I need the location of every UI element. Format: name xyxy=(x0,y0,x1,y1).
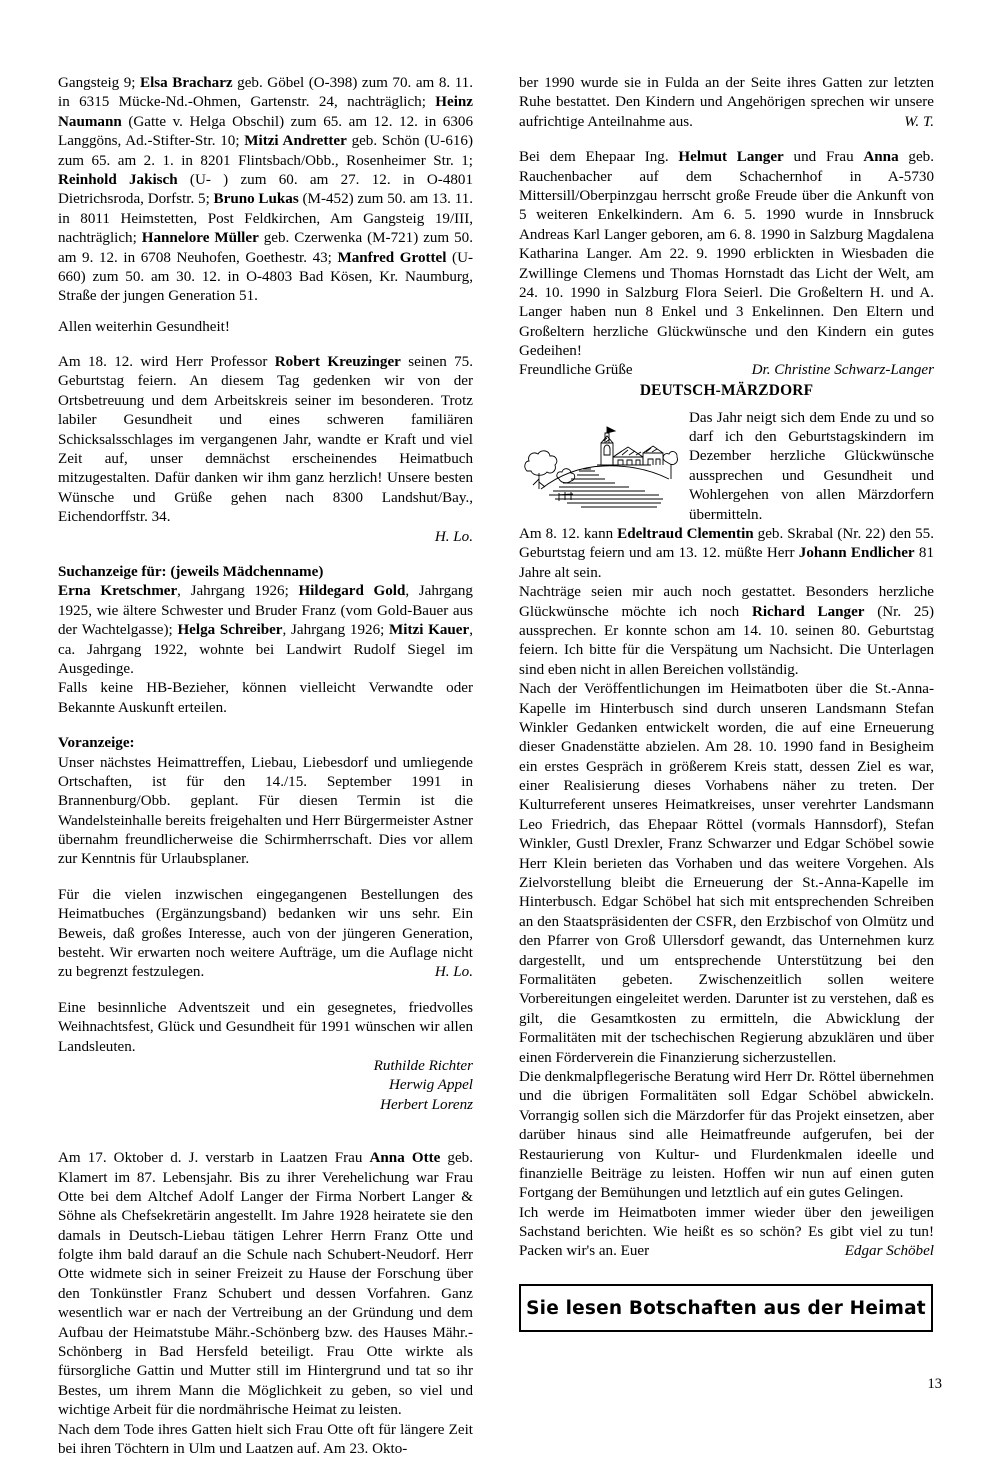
heimat-banner xyxy=(519,1284,933,1332)
langer-family-paragraph: Bei dem Ehepaar Ing. Helmut Langer und Frau Anna geb. Rauchenbacher auf dem Schachernhof in A-5730 Mittersill/Oberpinzgau herrscht große Freude über die Ankunft von 5 weiteren Enkelkindern. Am 6. 5. 1990 wurde in Innsbruck Andreas Karl Langer geboren, am 6. 8. 1990 in Salzburg Magdalena Katharina Langer. Am 22. 9. 1990 erblickten in Wiesbaden die Zwillinge Clemens und Thomas Hornstadt das Licht der Welt, am 24. 10. 1990 in Salzburg Flora Seierl. Die Großeltern H. und A. Langer haben nun 8 Enkel und 3 Enkelinnen. Den Eltern und Großeltern herzliche Glückwünsche und den Kindern ein gutes Gedeihen! xyxy=(519,149,934,360)
advent-signature-2: Herwig Appel xyxy=(389,1077,473,1094)
obituary-signature: W. T. xyxy=(904,113,934,130)
voranzeige-body: Unser nächstes Heimattreffen, Liebau, Liebesdorf und umliegende Ortschaften, ist für den 14./15. September 1991 in Brannenburg/Obb. geplant. Für diesen Termin ist die Wandelsteinhalle bereits freigehalten und Herr Bürgermeister Astner übernahm freundlicherweise die Schirmherrschaft. Dies vor allem zur Kenntnis für Urlaubsplaner. xyxy=(58,754,473,868)
suchanzeige-heading: Suchanzeige für: (jeweils Mädchenname) xyxy=(58,563,324,580)
bestellungen-signature: H. Lo. xyxy=(434,964,473,981)
langer-greeting-line: Freundliche Grüße Dr. Christine Schwarz-Langer xyxy=(519,361,934,380)
suchanzeige-body: Erna Kretschmer, Jahrgang 1926; Hildegard Gold, Jahrgang 1925, wie ältere Schwester und Bruder Franz (vom Gold-Bauer aus der Wachtelgasse); Helga Schreiber, Jahrgang 1926; Mitzi Kauer, ca. Jahrgang 1922, wohnte bei Landwirt Rudolf Siegel im Ausgedinge. xyxy=(58,583,473,677)
maerzdorf-langer-note: Nachträge seien mir auch noch gestattet. Besonders herzliche Glückwünsche möchte ich noch Richard Langer (Nr. 25) aussprechen. Er konnte schon am 14. 10. seinen 80. Geburtstag feiern. Ich bitte für die Verspätung um Nachsicht. Die Unterlagen sind eben nicht in allen Bereichen vollständig. xyxy=(519,584,935,678)
maerzdorf-signature: Edgar Schöbel xyxy=(844,1243,934,1260)
maerzdorf-birthdays: Am 8. 12. kann Edeltraud Clementin geb. Skrabal (Nr. 22) den 55. Geburtstag feiern und am 13. 12. müßte Herr Johann Endlicher 81 Jahre alt sein. xyxy=(519,526,935,581)
kreuzinger-paragraph xyxy=(58,353,473,528)
maerzdorf-intro: Das Jahr neigt sich dem Ende zu und so darf ich den Geburtstagskindern im Dezember herzliche Glückwünsche aussprechen und Gesundheit und Wohlergehen von allen Märzdorfern übermitteln. xyxy=(689,409,934,523)
heimat-banner-text: Sie lesen Botschaften aus der Heimat xyxy=(526,1297,926,1319)
advent-signature-3: Herbert Lorenz xyxy=(380,1096,473,1113)
birthday-list-paragraph: Gangsteig 9; Elsa Bracharz geb. Göbel (O-398) zum 70. am 8. 11. in 6315 Mücke-Nd.-Ohmen, Gartenstr. 24, nachträglich; Heinz Naumann (Gatte v. Helga Obschil) zum 65. am 12. 12. in 6306 Langgöns, Ad.-Stifter-Str. 10; Mitzi Andretter geb. Schön (U-616) zum 65. am 2. 1. in 8201 Flintsbach/Obb., Rosenheimer Str. 1; Reinhold Jakisch (U- ) zum 60. am 27. 12. in O-4801 Dietrichsroda, Dorfstr. 5; Bruno Lukas (M-452) zum 50. am 13. 11. in 8011 Heimstetten, Post Feldkirchen, Am Gangsteig 19/III, nachträglich; Hannelore Müller geb. Czerwenka (M-721) zum 50. am 9. 12. in 6708 Neuhofen, Goethestr. 43; Manfred Grottel (U-660) zum 50. am 30. 12. in O-4803 Bad Kösen, Kr. Naumburg, Straße der jungen Generation 51. xyxy=(58,75,474,305)
otte-obituary-continued: Nach dem Tode ihres Gatten hielt sich Frau Otte oft für längere Zeit bei ihren Töchtern in Ulm und Laatzen auf. Am 23. Okto- xyxy=(58,1421,473,1457)
village-church-illustration xyxy=(519,413,679,521)
suchanzeige-note: Falls keine HB-Bezieher, können vielleicht Verwandte oder Bekannte Auskunft erteilen. xyxy=(58,680,473,716)
maerzdorf-kapelle: Nach der Veröffentlichungen im Heimatboten über die St.-Anna-Kapelle im Hinterbusch sind durch unseren Landsmann Stefan Winkler Gedanken entwickelt worden, die auf eine Erneuerung dieser Gnadenstätte abzielen. Am 28. 10. 1990 fand in Besigheim ein erstes Gespräch in größerem Kreis statt, dessen Ziel es war, einer Realisierung dieses Vorhabens näher zu treten. Der Kulturreferent unseres Heimatkreises, unser verehrter Landsmann Leo Friedrich, das Ehepaar Röttel (vormals Hannsdorf), Stefan Winkler, Gustl Drexler, Franz Schwarzer und Edgar Schöbel sowie Herr Klein berieten das Vorhaben und das weitere Vorgehen. Als Zielvorstellung bleibt die Erneuerung der St.-Anna-Kapelle im Hinterbusch. Edgar Schöbel hat sich mit entsprechenden Schreiben an den Staatspräsidenten der CSFR, den Erzbischof von Olmütz und den Pfarrer von Groß Ullersdorf gewandt, das Unternehmen kurz dargestellt, und um entsprechende Unterstützung bei den Formalitäten gebeten. Zwischenzeitlich sollen weitere Vorbereitungen eingeleitet werden. Darunter ist zu verstehen, daß es gilt, die Gesamtkosten zu ermitteln, die Abwicklung der Formalitäten mit der tschechischen Regierung abzuklären und über einen Förderverein die Finanzierung sicherzustellen. xyxy=(519,681,934,1066)
otte-obituary-paragraph: Am 17. Oktober d. J. verstarb in Laatzen Frau Anna Otte geb. Klamert im 87. Lebensjahr. Bis zu ihrer Verehelichung war Frau Otte bei dem Altchef Adolf Langer der Firma Norbert Langer & Söhne als Chefsekretärin angestellt. Im Jahre 1928 heiratete sie den damals in Deutsch-Liebau tätigen Lehrer Herrn Franz Otte und folgte ihm bald darauf an die Schule nach Schubert-Neudorf. Herr Otte widmete sich in seiner Freizeit zu Hause der Forschung über den Tonkünstler Franz Schubert und dessen Vorfahren. Ganz wesentlich war er nach der Vertreibung an der Gründung und dem Aufbau der Heimatstube Mähr.-Schönberg bzw. des Hauses Mähr.-Schönberg in Bad Hersfeld beteiligt. Frau Otte wirkte als fürsorgliche Gattin und Mutter still im Hintergrund und tat so ihr Bestes, um ihrem Mann die Möglichkeit zu geben, so viel und wichtige Arbeit für die nordmährische Heimat zu leisten. xyxy=(58,1150,473,1419)
voranzeige-heading: Voranzeige: xyxy=(58,735,135,752)
langer-signature: Dr. Christine Schwarz-Langer xyxy=(751,362,934,379)
bestellungen-body: Für die vielen inzwischen eingegangenen Bestellungen des Heimatbuches (Ergänzungsband) bedanken wir uns sehr. Ein Beweis, daß großes Interesse, auch von der jüngeren Generation, besteht. Wir erwarten noch weitere Aufträge, um die Auflage nicht zu begrenzt festzulegen. H. Lo. xyxy=(58,886,473,983)
kreuzinger-signature: H. Lo. xyxy=(434,528,473,545)
left-column xyxy=(58,74,473,1459)
kreuzinger-text: Am 18. 12. wird Herr Professor Robert Kreuzinger seinen 75. Geburtstag feiern. An diesem Tag gedenken wir von der Ortsbetreuung und dem Arbeitskreis seiner im besonderen. Trotz labiler Gesundheit und eines schweren familiären Schicksalsschlages im vergangenen Jahr, wandte er Kraft und viel Zeit auf, unser demnächst erscheinendes Heimatbuch mitzugestalten. Dafür danken wir ihm ganz herzlich! Unsere besten Wünsche und Grüße gehen nach 8300 Landshut/Bay., Eichendorffstr. 34. xyxy=(58,354,473,526)
maerzdorf-closing: Ich werde im Heimatboten immer wieder über den jeweiligen Sachstand berichten. Wie heißt es so schön? Es gibt viel zu tun! Packen wir's an. Euer Edgar Schöbel xyxy=(519,1204,934,1262)
greeting-line: Allen weiterhin Gesundheit! xyxy=(58,318,230,335)
advent-body: Eine besinnliche Adventszeit und ein gesegnetes, friedvolles Weihnachtsfest, Glück und Gesundheit für 1991 wünschen wir allen Landsleuten. xyxy=(58,999,473,1055)
advent-signature-1: Ruthilde Richter xyxy=(373,1057,473,1074)
right-column xyxy=(519,74,934,1459)
two-column-layout xyxy=(58,74,934,1459)
page-number: 13 xyxy=(927,1376,942,1392)
obituary-continuation: ber 1990 wurde sie in Fulda an der Seite ihres Gatten zur letzten Ruhe bestattet. Den Kindern und Angehörigen sprechen wir unsere aufrichtige Anteilnahme aus. W. T. xyxy=(519,74,934,132)
maerzdorf-beratung: Die denkmalpflegerische Beratung wird Herr Dr. Röttel übernehmen und die übrigen Formalitäten soll Edgar Schöbel abwickeln. Vorrangig sollen sich die Märzdorfer für das Projekt einsetzen, aber darüber hinaus sind alle Heimatfreunde aufgerufen, bei der Restaurierung von Kultur- und Flurdenkmalen ideelle und finanzielle Beiträge zu leisten. Hoffen wir nun auf einen guten Fortgang der Bemühungen und letztlich auf ein gutes Gelingen. xyxy=(519,1068,934,1202)
section-heading-deutsch-maerzdorf: DEUTSCH-MÄRZDORF xyxy=(639,381,814,399)
